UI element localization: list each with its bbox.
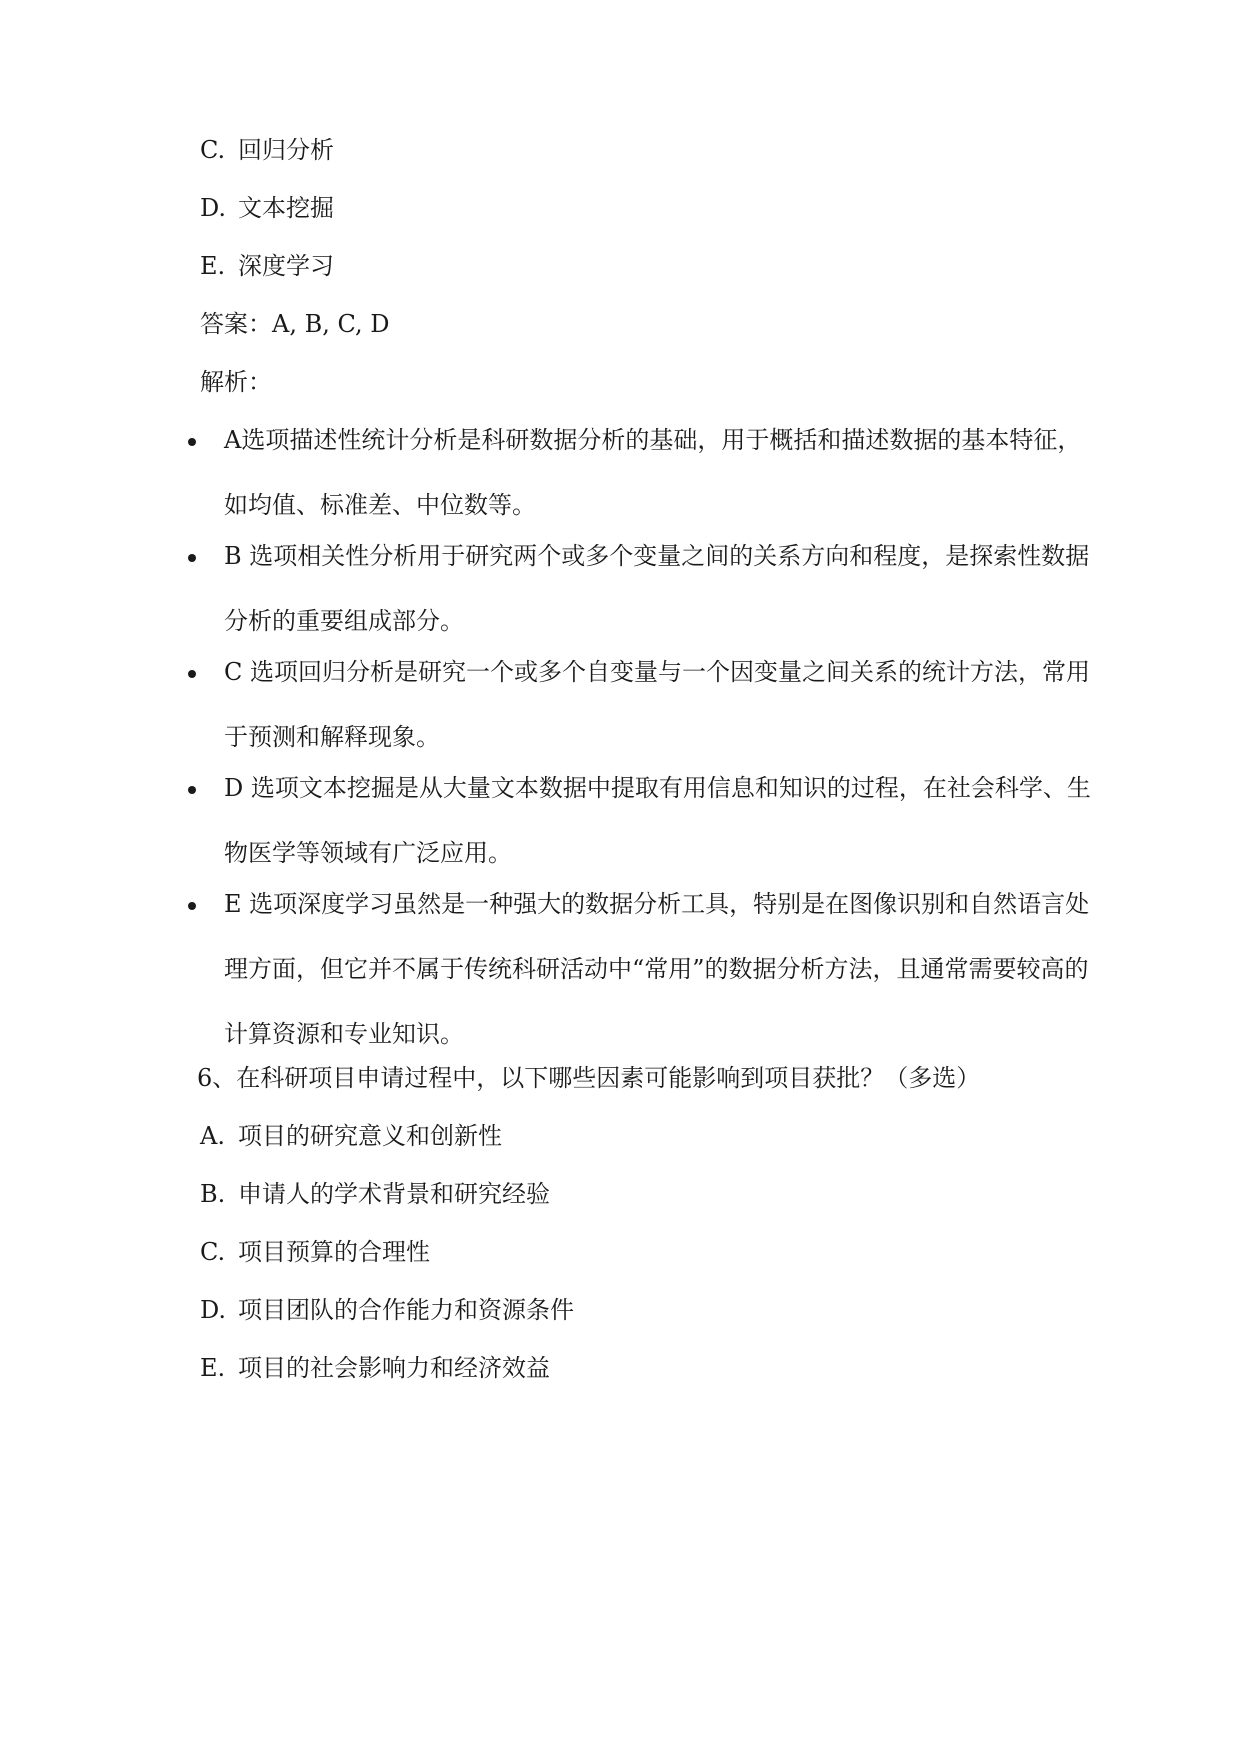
option-letter: C. — [200, 1238, 226, 1266]
question-6: 6、在科研项目申请过程中，以下哪些因素可能影响到项目获批？（多选） — [197, 1064, 981, 1092]
option-text: 回归分析 — [238, 136, 334, 164]
analysis-item-a — [188, 424, 1108, 524]
prev-option-e — [200, 250, 334, 282]
analysis-item-e — [188, 888, 1108, 1048]
option-b — [200, 1178, 550, 1210]
option-letter: D. — [200, 194, 227, 222]
option-letter: C. — [200, 136, 226, 164]
analysis-item-d — [188, 772, 1108, 872]
option-letter: E. — [200, 1354, 226, 1382]
option-text: 项目团队的合作能力和资源条件 — [238, 1296, 574, 1324]
option-d — [200, 1294, 574, 1326]
analysis-label: 解析： — [200, 368, 272, 396]
option-text: 文本挖掘 — [238, 194, 334, 222]
option-text: 项目的社会影响力和经济效益 — [238, 1354, 550, 1382]
answer-line: 答案：A, B, C, D — [200, 310, 390, 338]
option-text: 项目预算的合理性 — [238, 1238, 430, 1266]
bullet-icon — [188, 438, 196, 446]
option-text: 深度学习 — [238, 252, 334, 280]
option-text: 申请人的学术背景和研究经验 — [238, 1180, 550, 1208]
bullet-icon — [188, 786, 196, 794]
prev-option-c — [200, 134, 334, 166]
analysis-text: B 选项相关性分析用于研究两个或多个变量之间的关系方向和程度，是探索性数据分析的重要组成部分。 — [224, 542, 1090, 635]
analysis-text: C 选项回归分析是研究一个或多个自变量与一个因变量之间关系的统计方法，常用于预测和解释现象。 — [224, 658, 1090, 751]
bullet-icon — [188, 670, 196, 678]
option-text: 项目的研究意义和创新性 — [238, 1122, 502, 1150]
option-a — [200, 1120, 502, 1152]
option-letter: A. — [200, 1122, 225, 1150]
option-e — [200, 1352, 550, 1384]
option-c — [200, 1236, 430, 1268]
option-letter: D. — [200, 1296, 227, 1324]
option-letter: B. — [200, 1180, 226, 1208]
analysis-text: E 选项深度学习虽然是一种强大的数据分析工具，特别是在图像识别和自然语言处理方面，但它并不属于传统科研活动中“常用”的数据分析方法，且通常需要较高的计算资源和专业知识。 — [224, 890, 1090, 1048]
analysis-text: A选项描述性统计分析是科研数据分析的基础，用于概括和描述数据的基本特征，如均值、标准差、中位数等。 — [224, 426, 1082, 519]
analysis-item-c — [188, 656, 1108, 756]
analysis-text: D 选项文本挖掘是从大量文本数据中提取有用信息和知识的过程，在社会科学、生物医学等领域有广泛应用。 — [224, 774, 1091, 867]
bullet-icon — [188, 554, 196, 562]
analysis-item-b — [188, 540, 1108, 640]
prev-option-d — [200, 192, 334, 224]
bullet-icon — [188, 902, 196, 910]
option-letter: E. — [200, 252, 226, 280]
